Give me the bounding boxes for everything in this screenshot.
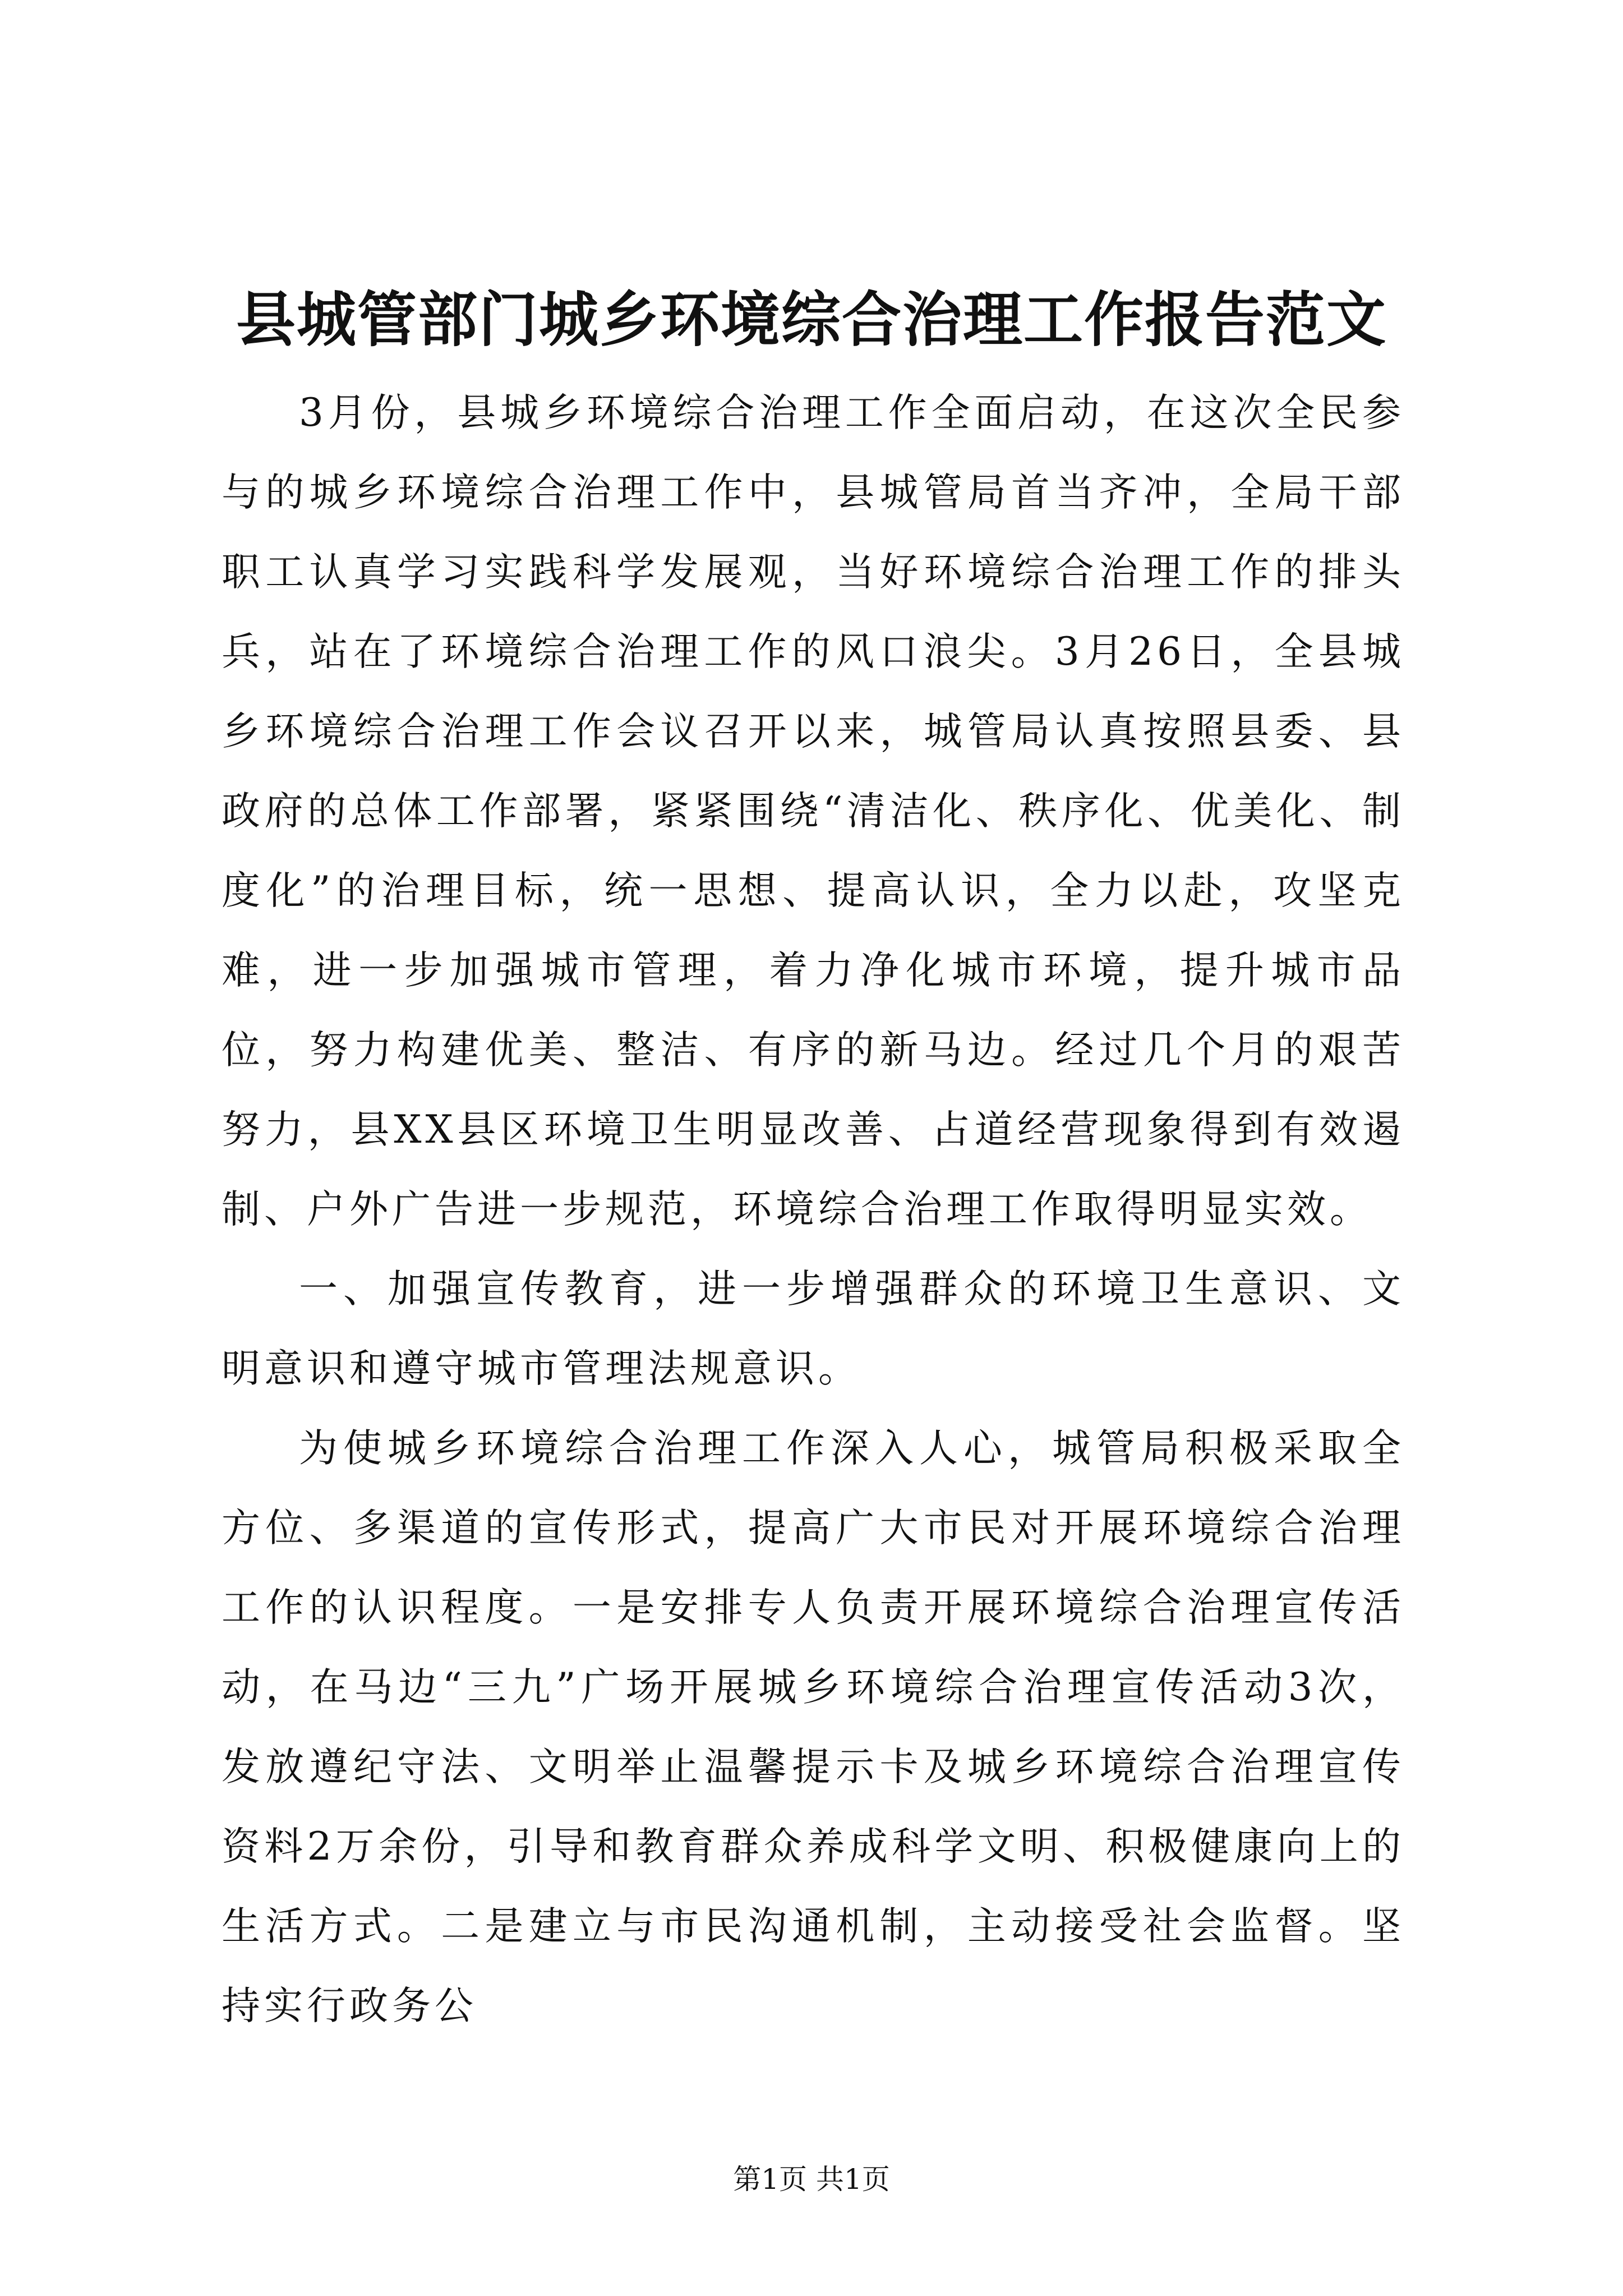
document-body [222, 373, 1405, 2046]
paragraph-publicity: 为使城乡环境综合治理工作深入人心，城管局积极采取全方位、多渠道的宣传形式，提高广大市民对开展环境综合治理工作的认识程度。一是安排专人负责开展环境综合治理宣传活动，在马边“三九”广场开展城乡环境综合治理宣传活动3次，发放遵纪守法、文明举止温馨提示卡及城乡环境综合治理宣传资料2万余份，引导和教育群众养成科学文明、积极健康向上的生活方式。二是建立与市民沟通机制，主动接受社会监督。坚持实行政务公 [222, 1426, 1405, 2028]
paragraph-intro: 3月份，县城乡环境综合治理工作全面启动，在这次全民参与的城乡环境综合治理工作中，县城管局首当齐冲，全局干部职工认真学习实践科学发展观，当好环境综合治理工作的排头兵，站在了环境综合治理工作的风口浪尖。3月26日，全县城乡环境综合治理工作会议召开以来，城管局认真按照县委、县政府的总体工作部署，紧紧围绕“清洁化、秩序化、优美化、制度化”的治理目标，统一思想、提高认识，全力以赴，攻坚克难，进一步加强城市管理，着力净化城市环境，提升城市品位，努力构建优美、整洁、有序的新马边。经过几个月的艰苦努力，县XX县区环境卫生明显改善、占道经营现象得到有效遏制、户外广告进一步规范，环境综合治理工作取得明显实效。 [222, 390, 1405, 1232]
document-title: 县城管部门城乡环境综合治理工作报告范文 [236, 284, 1387, 355]
paragraph-section-heading: 一、加强宣传教育，进一步增强群众的环境卫生意识、文明意识和遵守城市管理法规意识。 [222, 1267, 1405, 1391]
page-footer: 第1页 共1页 [733, 2163, 890, 2196]
